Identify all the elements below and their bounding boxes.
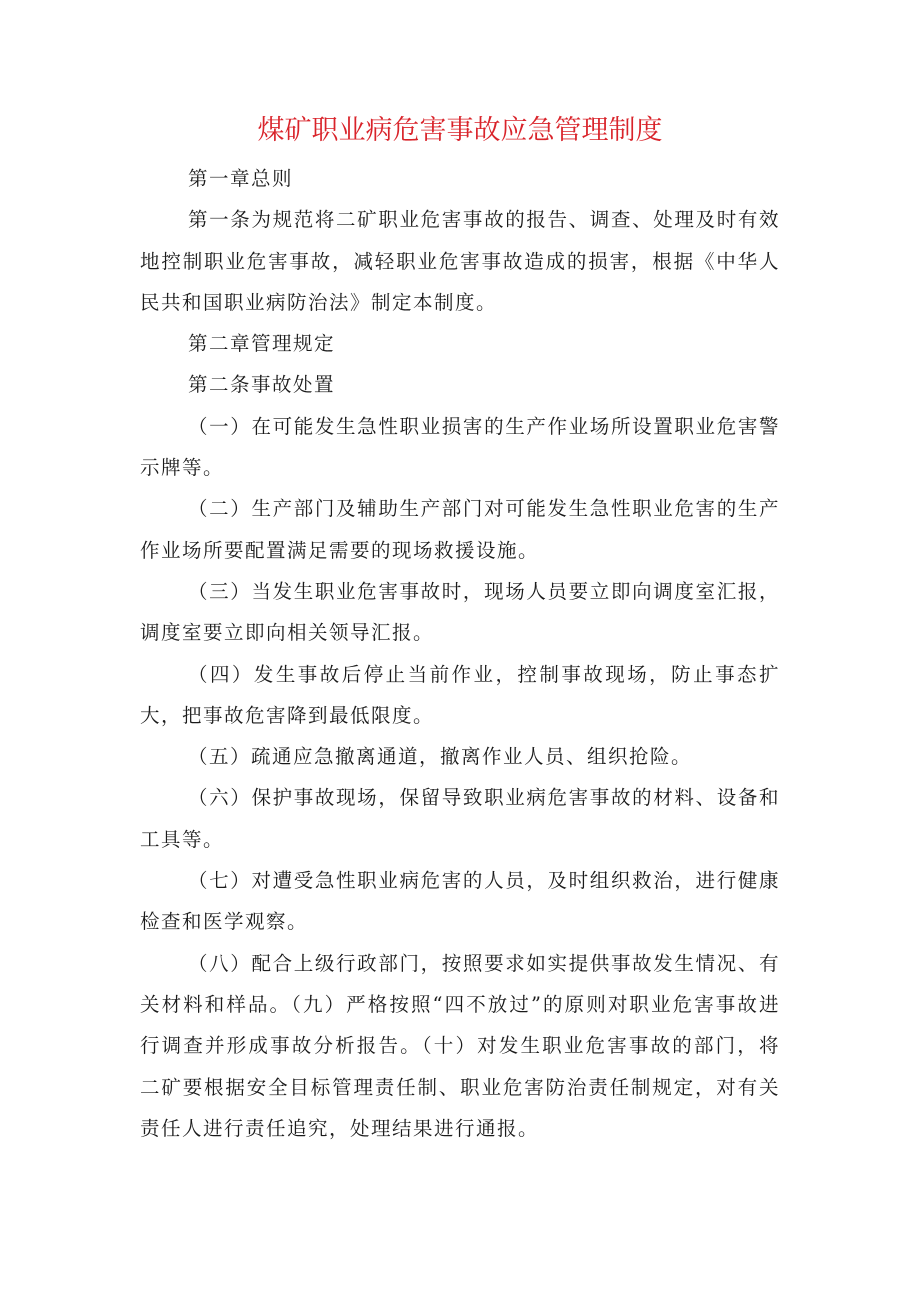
chapter-2-heading: 第二章管理规定 <box>188 332 336 356</box>
item-3-paragraph: （三）当发生职业危害事故时，现场人员要立即向调度室汇报，调度室要立即向相关领导汇报。 <box>140 579 780 645</box>
document-title: 煤矿职业病危害事故应急管理制度 <box>257 115 663 146</box>
article-1-paragraph: 第一条为规范将二矿职业危害事故的报告、调查、处理及时有效地控制职业危害事故，减轻职业危害事故造成的损害，根据《中华人民共和国职业病防治法》制定本制度。 <box>140 208 780 314</box>
item-6-paragraph: （六）保护事故现场，保留导致职业病危害事故的材料、设备和工具等。 <box>140 786 780 851</box>
article-2-heading: 第二条事故处置 <box>188 373 336 397</box>
item-5-paragraph: （五）疏通应急撤离通道，撤离作业人员、组织抢险。 <box>188 745 693 769</box>
item-2-paragraph: （二）生产部门及辅助生产部门对可能发生急性职业危害的生产作业场所要配置满足需要的现场救援设施。 <box>140 497 780 562</box>
item-8-10-paragraph: （八）配合上级行政部门，按照要求如实提供事故发生情况、有关材料和样品。（九）严格按照“四不放过”的原则对职业危害事故进行调查并形成事故分析报告。（十）对发生职业危害事故的部门，将二矿要根据安全目标管理责任制、职业危害防治责任制规定，对有关责任人进行责任追究，处理结果进行通报。 <box>140 951 780 1140</box>
chapter-1-heading: 第一章总则 <box>188 167 294 190</box>
item-4-paragraph: （四）发生事故后停止当前作业，控制事故现场，防止事态扩大，把事故危害降到最低限度。 <box>140 662 780 727</box>
item-1-paragraph: （一）在可能发生急性职业损害的生产作业场所设置职业危害警示牌等。 <box>140 414 780 480</box>
item-7-paragraph: （七）对遭受急性职业病危害的人员，及时组织救治，进行健康检查和医学观察。 <box>140 869 780 934</box>
document-body <box>140 158 780 1149</box>
